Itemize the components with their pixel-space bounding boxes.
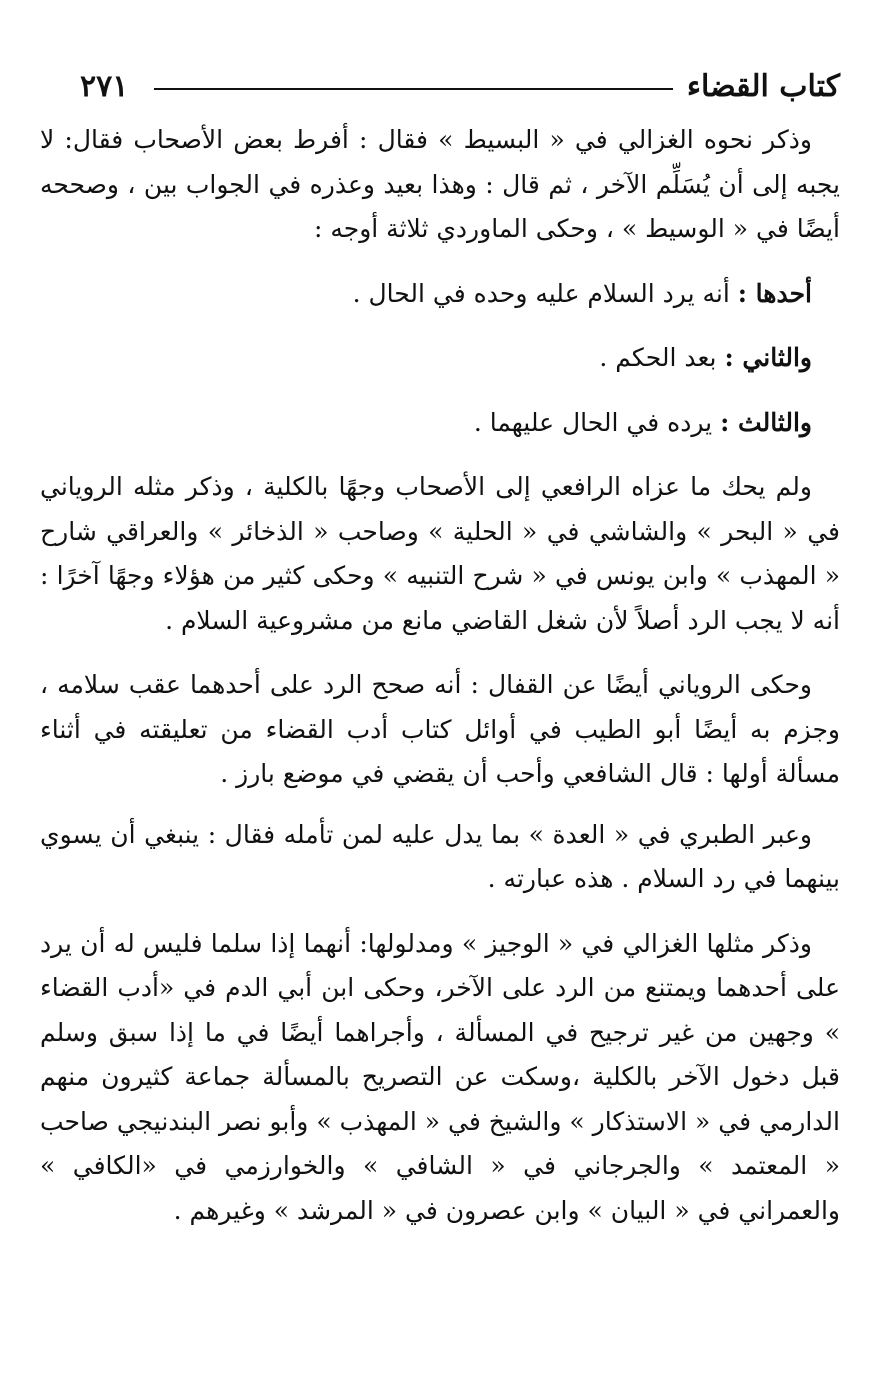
opinion-1 bbox=[40, 272, 840, 317]
paragraph-1: وذكر نحوه الغزالي في « البسيط » فقال : أفرط بعض الأصحاب فقال: لا يجبه إلى أن يُسَلِّم الآخر ، ثم قال : وهذا بعيد وعذره في الجواب بين ، وصححه أيضًا في « الوسيط » ، وحكى الماوردي ثلاثة أوجه : bbox=[40, 125, 840, 243]
paragraph-5: وذكر مثلها الغزالي في « الوجيز » ومدلولها: أنهما إذا سلما فليس له أن يرد على أحدهما ويمتنع من الرد على الآخر، وحكى ابن أبي الدم في «أدب القضاء » وجهين من غير ترجيح في المسألة ، وأجراهما أيضًا في ما إذا سبق وسلم قبل دخول الآخر بالكلية ،وسكت عن التصريح بالمسألة جماعة كثيرون منهم الدارمي في « الاستذكار » والشيخ في « المهذب » وأبو نصر البندنيجي صاحب « المعتمد » والجرجاني في « الشافي » والخوارزمي في «الكافي » والعمراني في « البيان » وابن عصرون في « المرشد » وغيرهم . bbox=[40, 928, 840, 1225]
opinion-3-text: يرده في الحال عليهما . bbox=[473, 407, 713, 437]
paragraph-2: ولم يحك ما عزاه الرافعي إلى الأصحاب وجهًا بالكلية ، وذكر مثله الروياني في « البحر » والشاشي في « الحلية » وصاحب « الذخائر » والعراقي شارح « المهذب » وابن يونس في « شرح التنبيه » وحكى كثير من هؤلاء وجهًا آخرًا : أنه لا يجب الرد أصلاً لأن شغل القاضي مانع من مشروعية السلام . bbox=[40, 472, 840, 635]
page-number: ٢٧١ bbox=[80, 68, 129, 104]
opinion-2-label: والثاني : bbox=[724, 343, 812, 372]
running-title: كتاب القضاء bbox=[686, 68, 840, 104]
opinion-2-text: بعد الحكم . bbox=[599, 343, 717, 372]
paragraph-3: وحكى الروياني أيضًا عن القفال : أنه صحح الرد على أحدهما عقب سلامه ، وجزم به أيضًا أبو الطيب في أوائل كتاب أدب القضاء من تعليقته في أثناء مسألة أولها : قال الشافعي وأحب أن يقضي في موضع بارز . bbox=[40, 670, 840, 788]
header-rule bbox=[154, 88, 673, 90]
opinion-3-label: والثالث : bbox=[720, 407, 812, 437]
opinion-3 bbox=[40, 401, 840, 446]
running-header bbox=[40, 56, 840, 116]
page-body bbox=[40, 118, 840, 1233]
book-page bbox=[40, 56, 840, 1233]
opinion-1-label: أحدها : bbox=[737, 278, 812, 308]
opinion-2 bbox=[40, 336, 840, 381]
paragraph-4: وعبر الطبري في « العدة » بما يدل عليه لمن تأمله فقال : ينبغي أن يسوي بينهما في رد السلام . هذه عبارته . bbox=[40, 819, 840, 893]
opinion-1-text: أنه يرد السلام عليه وحده في الحال . bbox=[352, 278, 730, 308]
